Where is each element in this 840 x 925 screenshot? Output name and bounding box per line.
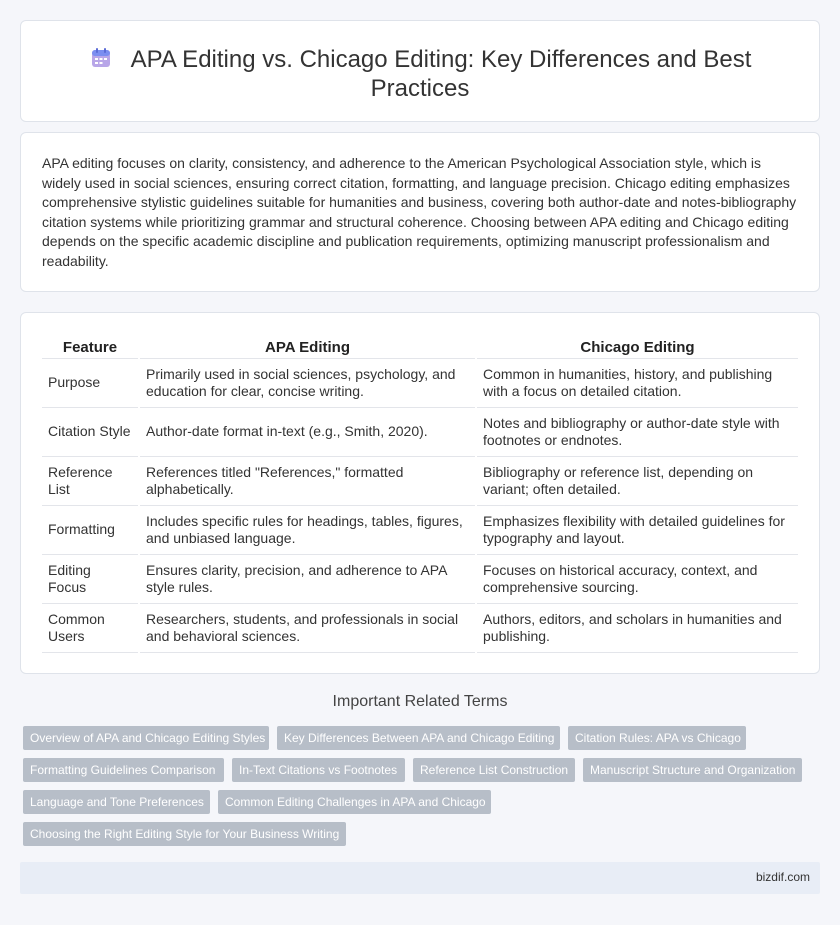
- table-row: [42, 604, 798, 653]
- apa-cell: Researchers, students, and professionals in social and behavioral sciences.: [139, 604, 476, 653]
- related-term-tag[interactable]: Language and Tone Preferences: [23, 790, 210, 814]
- related-term-tag[interactable]: Choosing the Right Editing Style for Your Business Writing: [23, 822, 346, 846]
- table-row: [42, 457, 798, 506]
- table-row: [42, 506, 798, 555]
- related-term-tag[interactable]: In-Text Citations vs Footnotes: [232, 758, 405, 782]
- apa-cell: Author-date format in-text (e.g., Smith, 2020).: [139, 408, 476, 457]
- table-header-row: [42, 333, 798, 359]
- header-chicago: Chicago Editing: [476, 333, 798, 359]
- comparison-card: [20, 312, 820, 674]
- apa-cell: Ensures clarity, precision, and adherence to APA style rules.: [139, 555, 476, 604]
- page-title-text: APA Editing vs. Chicago Editing: Key Differences and Best Practices: [130, 46, 752, 102]
- feature-cell: Editing Focus: [42, 555, 139, 604]
- table-row: [42, 408, 798, 457]
- table-row: [42, 555, 798, 604]
- feature-cell: Common Users: [42, 604, 139, 653]
- apa-cell: Primarily used in social sciences, psychology, and education for clear, concise writing.: [139, 359, 476, 408]
- footer-site: bizdif.com: [755, 870, 810, 884]
- related-term-tag[interactable]: Key Differences Between APA and Chicago Editing: [277, 726, 560, 750]
- feature-cell: Citation Style: [42, 408, 139, 457]
- apa-cell: Includes specific rules for headings, tables, figures, and unbiased language.: [139, 506, 476, 555]
- table-body: [42, 359, 798, 653]
- apa-cell: References titled "References," formatted alphabetically.: [139, 457, 476, 506]
- page-title: [81, 45, 759, 103]
- related-term-tag[interactable]: Overview of APA and Chicago Editing Styles: [23, 726, 269, 750]
- related-term-tag[interactable]: Common Editing Challenges in APA and Chicago: [218, 790, 491, 814]
- related-term-tag[interactable]: Reference List Construction: [413, 758, 575, 782]
- header-card: [20, 20, 820, 122]
- chicago-cell: Common in humanities, history, and publishing with a focus on detailed citation.: [476, 359, 798, 408]
- chicago-cell: Notes and bibliography or author-date style with footnotes or endnotes.: [476, 408, 798, 457]
- chicago-cell: Authors, editors, and scholars in humanities and publishing.: [476, 604, 798, 653]
- feature-cell: Purpose: [42, 359, 139, 408]
- footer: [20, 862, 820, 894]
- intro-paragraph: APA editing focuses on clarity, consistency, and adherence to the American Psychological Association style, which is widely used in social sciences, ensuring correct citation, formatting, and language precision. Chicago editing emphasizes comprehensive stylistic guidelines suitable for humanities and business, covering both author-date and notes-bibliography citation systems while prioritizing grammar and structural coherence. Choosing between APA editing and Chicago editing depends on the specific academic discipline and publication requirements, optimizing manuscript professionalism and readability.: [42, 155, 797, 269]
- related-term-tag[interactable]: Citation Rules: APA vs Chicago: [568, 726, 746, 750]
- comparison-table: [42, 333, 798, 653]
- header-feature: Feature: [42, 333, 139, 359]
- calendar-icon: [89, 46, 113, 70]
- table-row: [42, 359, 798, 408]
- chicago-cell: Focuses on historical accuracy, context, and comprehensive sourcing.: [476, 555, 798, 604]
- feature-cell: Formatting: [42, 506, 139, 555]
- related-term-tag[interactable]: Formatting Guidelines Comparison: [23, 758, 224, 782]
- chicago-cell: Emphasizes flexibility with detailed guidelines for typography and layout.: [476, 506, 798, 555]
- feature-cell: Reference List: [42, 457, 139, 506]
- related-terms-title: Important Related Terms: [332, 693, 508, 710]
- intro-card: [20, 132, 820, 292]
- chicago-cell: Bibliography or reference list, depending on variant; often detailed.: [476, 457, 798, 506]
- related-term-tag[interactable]: Manuscript Structure and Organization: [583, 758, 802, 782]
- header-apa: APA Editing: [139, 333, 476, 359]
